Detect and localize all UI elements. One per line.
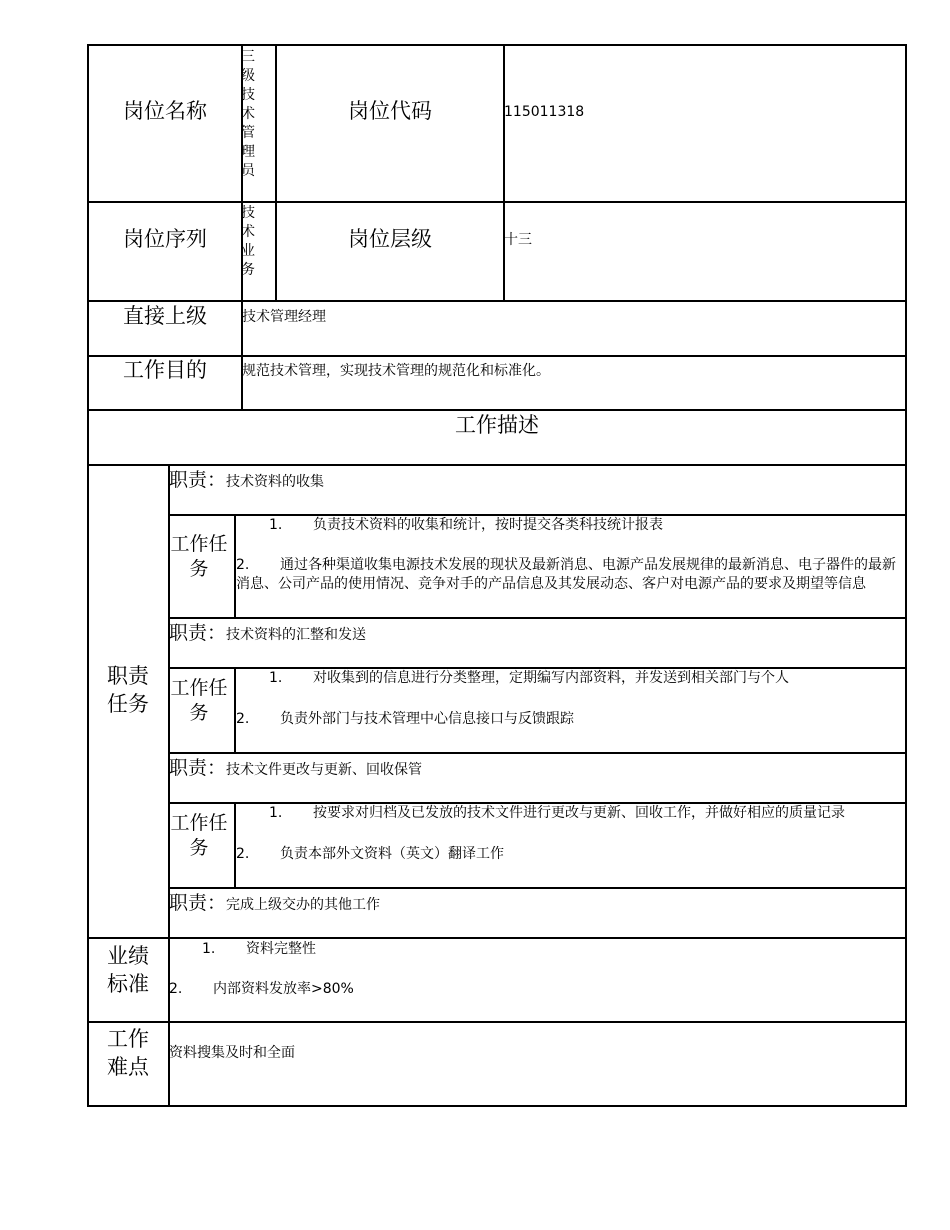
performance-num: 1. — [202, 941, 216, 957]
purpose-value: 规范技术管理，实现技术管理的规范化和标准化。 — [242, 363, 550, 379]
rule — [503, 44, 505, 302]
duty-row — [169, 469, 324, 492]
duty-text: 技术资料的收集 — [226, 474, 325, 490]
position-code-value: 115011318 — [504, 104, 585, 120]
sequence-value: 技术业务 — [241, 205, 255, 278]
duty-prefix: 职责： — [169, 757, 227, 779]
border-left — [87, 44, 89, 1107]
duty-text: 技术资料的汇整和发送 — [226, 627, 367, 643]
rule — [87, 464, 907, 466]
sequence-label: 岗位序列 — [123, 227, 207, 251]
duty-prefix: 职责： — [169, 622, 227, 644]
task-item — [236, 846, 504, 863]
rule — [87, 1021, 907, 1023]
task-num: 1. — [269, 517, 283, 533]
performance-item — [202, 941, 316, 958]
purpose-label: 工作目的 — [123, 358, 207, 382]
task-text: 按要求对归档及已发放的技术文件进行更改与更新、回收工作，并做好相应的质量记录 — [313, 805, 845, 821]
task-num: 2. — [236, 711, 250, 727]
superior-label: 直接上级 — [123, 304, 207, 328]
task-num: 2. — [236, 557, 250, 573]
task-num: 1. — [269, 805, 283, 821]
position-name-label: 岗位名称 — [123, 99, 207, 123]
rule — [168, 802, 907, 804]
task-item — [236, 711, 574, 728]
rule — [87, 409, 907, 411]
performance-label: 业绩标准 — [107, 944, 149, 996]
performance-text: 资料完整性 — [246, 941, 316, 957]
task-item — [269, 670, 789, 687]
rule — [168, 617, 907, 619]
task-item-continued: 消息、公司产品的使用情况、竞争对手的产品信息及其发展动态、客户对电源产品的要求及期望等信息 — [236, 576, 866, 592]
task-label: 工作任务 — [170, 812, 228, 859]
rule — [87, 300, 907, 302]
rule — [168, 667, 907, 669]
level-label: 岗位层级 — [348, 227, 432, 251]
task-num: 2. — [236, 846, 250, 862]
task-label: 工作任务 — [170, 677, 228, 724]
duty-section-label: 职责任务 — [107, 664, 149, 716]
task-item — [236, 557, 896, 574]
position-name-value: 三级技术管理员 — [241, 49, 255, 179]
position-code-label: 岗位代码 — [348, 99, 432, 123]
border-right — [905, 44, 907, 1107]
duty-row — [169, 757, 422, 780]
task-item — [269, 517, 663, 534]
task-item — [269, 805, 845, 822]
task-text: 通过各种渠道收集电源技术发展的现状及最新消息、电源产品发展规律的最新消息、电子器件的最新 — [280, 557, 896, 573]
rule — [168, 887, 907, 889]
task-label: 工作任务 — [170, 533, 228, 580]
rule — [87, 201, 907, 203]
task-num: 1. — [269, 670, 283, 686]
difficulty-label: 工作难点 — [107, 1027, 149, 1079]
border-top — [87, 44, 907, 46]
rule — [168, 514, 907, 516]
duty-text: 完成上级交办的其他工作 — [226, 897, 381, 913]
duty-text: 技术文件更改与更新、回收保管 — [226, 762, 423, 778]
duty-row — [169, 892, 380, 915]
rule — [168, 752, 907, 754]
border-bottom — [87, 1105, 907, 1107]
level-value: 十三 — [504, 232, 532, 248]
performance-item — [169, 981, 354, 998]
superior-value: 技术管理经理 — [242, 309, 326, 325]
task-text: 负责外部门与技术管理中心信息接口与反馈跟踪 — [280, 711, 574, 727]
task-text: 负责本部外文资料（英文）翻译工作 — [280, 846, 504, 862]
work-description-title: 工作描述 — [455, 413, 539, 437]
rule — [275, 44, 277, 302]
duty-prefix: 职责： — [169, 469, 227, 491]
task-text: 对收集到的信息进行分类整理，定期编写内部资料，并发送到相关部门与个人 — [313, 670, 789, 686]
duty-prefix: 职责： — [169, 892, 227, 914]
rule — [87, 937, 907, 939]
performance-text: 内部资料发放率>80% — [213, 981, 354, 997]
rule — [87, 355, 907, 357]
task-text: 负责技术资料的收集和统计，按时提交各类科技统计报表 — [313, 517, 663, 533]
duty-row — [169, 622, 366, 645]
performance-num: 2. — [169, 981, 183, 997]
difficulty-value: 资料搜集及时和全面 — [169, 1045, 295, 1061]
